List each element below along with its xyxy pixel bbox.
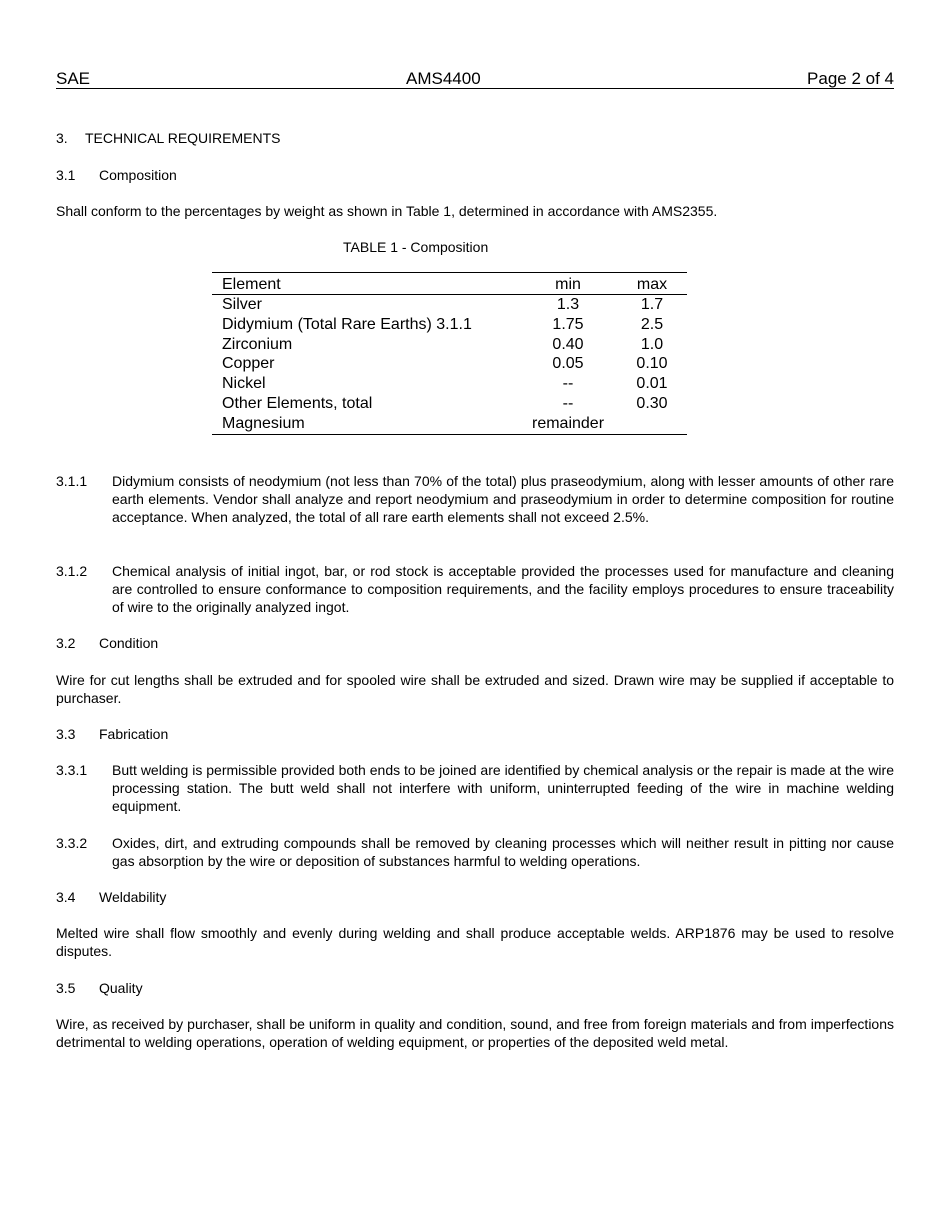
cell-max: 2.5 [640, 315, 664, 333]
section-number: 3.3.2 [56, 835, 88, 851]
cell-element: Nickel [222, 375, 266, 393]
cell-element: Silver [222, 296, 263, 313]
cell-max: 0.01 [636, 375, 668, 393]
header-min: min [555, 276, 581, 293]
section-text: Didymium consists of neodymium (not less than 70% of the total) plus praseodymium, along with lesser amounts of other rare earth elements. Vendor shall analyze and report neodymium and praseodymium in order to determine composition for routine acceptance. When analyzed, the total of all rare earth elements shall not exceed 2.5%. [112, 473, 894, 525]
header-doc-number: AMS4400 [406, 69, 481, 88]
section-title: Quality [99, 980, 143, 996]
table-row [212, 335, 687, 355]
page-header [56, 69, 894, 89]
table-row [212, 394, 687, 414]
section-3-heading [56, 129, 281, 147]
table-title: TABLE 1 - Composition [343, 239, 489, 255]
table-row [212, 354, 687, 374]
section-3-1-2 [56, 562, 894, 616]
table-row [212, 414, 687, 434]
section-3-2-heading [56, 634, 158, 652]
composition-table [212, 272, 687, 435]
cell-min: remainder [531, 414, 605, 432]
section-3-5-text: Wire, as received by purchaser, shall be uniform in quality and condition, sound, and free from foreign materials and from imperfections detrimental to welding operations, operation of welding equipment, or properties of the deposited weld metal. [56, 1016, 894, 1050]
cell-element: Didymium (Total Rare Earths) 3.1.1 [222, 315, 472, 333]
section-text: Oxides, dirt, and extruding compounds shall be removed by cleaning processes which will neither result in pitting nor cause gas absorption by the wire or deposition of substances harmful to welding operations. [112, 835, 894, 869]
section-3-5-heading [56, 979, 143, 997]
section-number: 3.3 [56, 726, 76, 742]
cell-min: -- [562, 375, 574, 393]
section-3-1-heading [56, 166, 177, 184]
section-number: 3.4 [56, 889, 76, 905]
header-page-number: Page 2 of 4 [807, 69, 894, 88]
section-3-3-1 [56, 761, 894, 815]
table-header-row [212, 273, 687, 294]
section-number: 3.1.1 [56, 473, 88, 489]
cell-element: Magnesium [222, 414, 305, 432]
section-3-2-text: Wire for cut lengths shall be extruded and for spooled wire shall be extruded and sized. Drawn wire may be supplied if acceptable to purchaser. [56, 672, 894, 706]
header-element: Element [222, 276, 281, 293]
section-number: 3.5 [56, 980, 76, 996]
section-title: Composition [99, 167, 177, 183]
cell-min: 1.3 [556, 296, 580, 313]
cell-min: 0.40 [552, 335, 584, 353]
header-max: max [636, 276, 668, 293]
cell-element: Other Elements, total [222, 394, 373, 412]
section-number: 3.3.1 [56, 762, 88, 778]
section-title: Weldability [99, 889, 167, 905]
table-body [212, 295, 687, 434]
cell-min: 0.05 [552, 355, 584, 373]
cell-min: 1.75 [552, 315, 584, 333]
section-3-3-heading [56, 725, 168, 743]
section-title: Fabrication [99, 726, 169, 742]
section-title: TECHNICAL REQUIREMENTS [85, 130, 281, 146]
section-text: Chemical analysis of initial ingot, bar, or rod stock is acceptable provided the processes used for manufacture and cleaning are controlled to ensure conformance to composition requirements, and the facility employs procedures to ensure traceability of wire to the originally analyzed ingot. [112, 563, 894, 615]
section-3-1-1 [56, 472, 894, 526]
section-3-1-text: Shall conform to the percentages by weight as shown in Table 1, determined in accordance with AMS2355. [56, 203, 718, 219]
table-row [212, 315, 687, 335]
section-title: Condition [99, 635, 159, 651]
section-text: Butt welding is permissible provided both ends to be joined are identified by chemical analysis or the repair is made at the wire processing station. The butt weld shall not interfere with uniform, uninterrupted feeding of the wire in machine welding equipment. [112, 762, 894, 814]
section-3-4-text: Melted wire shall flow smoothly and evenly during welding and shall produce acceptable welds. ARP1876 may be used to resolve disputes. [56, 925, 894, 959]
cell-max: 1.0 [640, 335, 664, 353]
cell-max: 1.7 [640, 296, 664, 313]
cell-max: 0.30 [636, 394, 668, 412]
section-number: 3.1 [56, 167, 76, 183]
section-number: 3. [56, 130, 68, 146]
cell-element: Copper [222, 355, 275, 373]
section-3-3-2 [56, 834, 894, 870]
table-row [212, 374, 687, 394]
section-3-4-heading [56, 888, 166, 906]
table-header [212, 273, 687, 295]
cell-max: 0.10 [636, 355, 668, 373]
section-number: 3.1.2 [56, 563, 88, 579]
section-number: 3.2 [56, 635, 76, 651]
cell-element: Zirconium [222, 335, 293, 353]
table-row [212, 295, 687, 315]
cell-min: -- [562, 394, 574, 412]
header-org: SAE [56, 69, 91, 88]
